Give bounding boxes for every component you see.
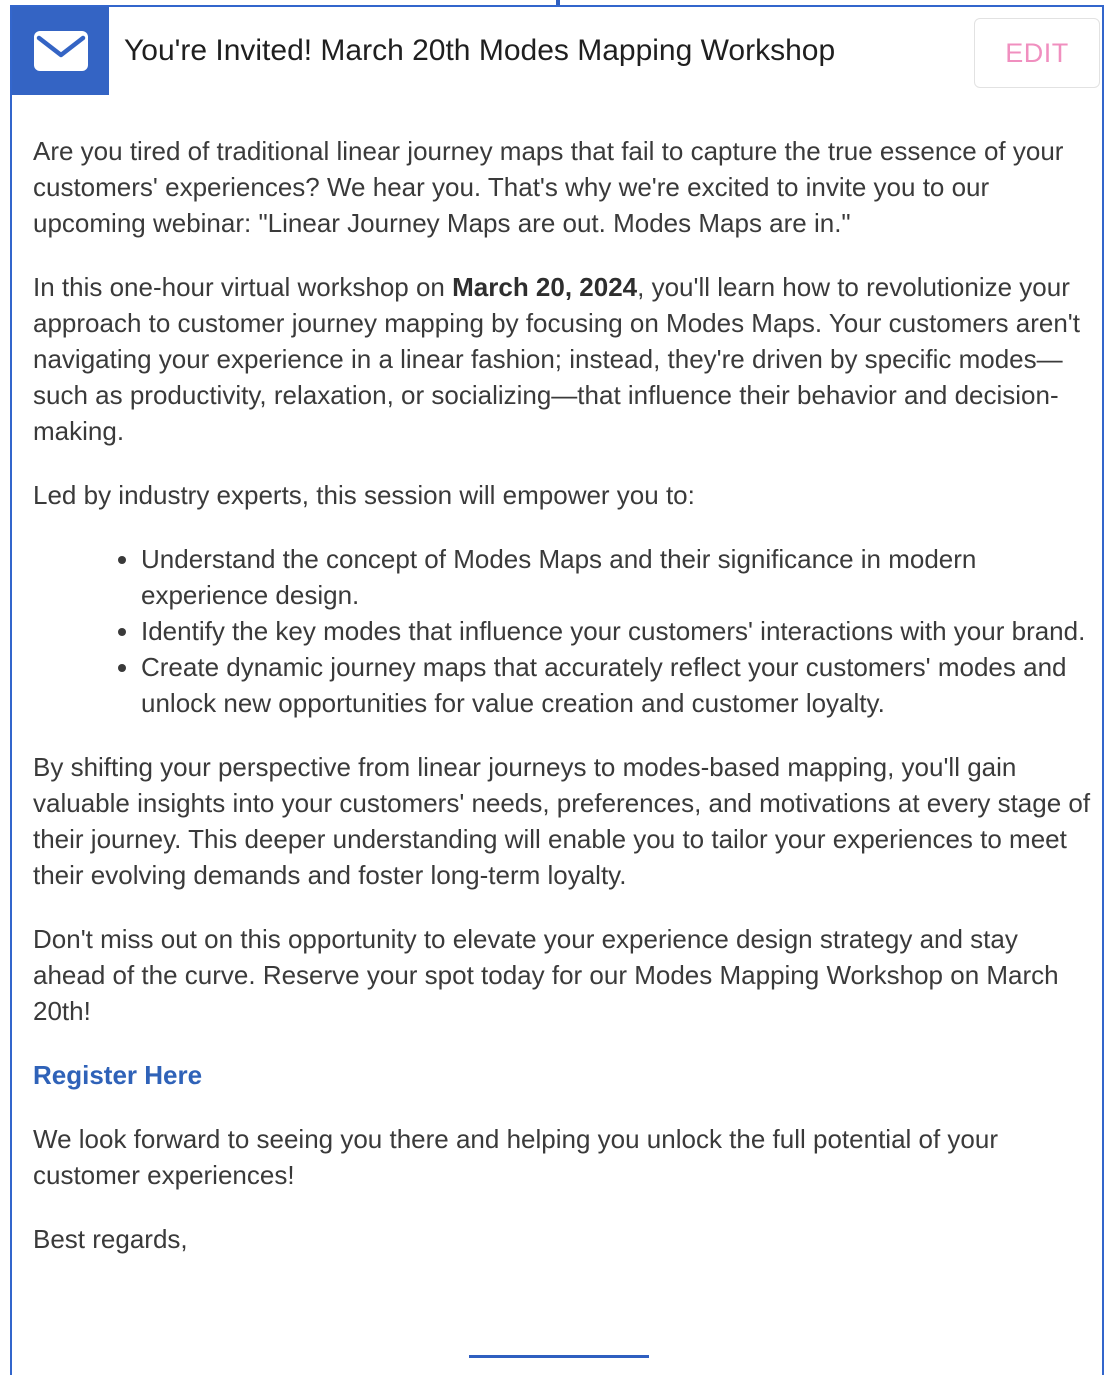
register-paragraph [33,1057,1091,1093]
list-item: • Identify the key modes that influence your customers' interactions with your brand. [141,613,1091,649]
envelope-icon [33,30,89,72]
email-body [33,133,1091,1285]
list-item: • Create dynamic journey maps that accurately reflect your customers' modes and unlock new opportunities for value creation and customer loyalty. [141,649,1091,721]
edit-button[interactable]: EDIT [974,18,1100,88]
list-item: • Understand the concept of Modes Maps and their significance in modern experience design. [141,541,1091,613]
dont-miss-paragraph: Don't miss out on this opportunity to elevate your experience design strategy and stay ahead of the curve. Reserve your spot today for our Modes Mapping Workshop on March 20th! [33,924,1059,1026]
benefits-list [33,541,1091,721]
register-link[interactable]: Register Here [33,1060,203,1090]
email-type-badge [12,7,109,95]
shifting-paragraph: By shifting your perspective from linear journeys to modes-based mapping, you'll gain valuable insights into your customers' needs, preferences, and motivations at every stage of their journey. This deeper understanding will enable you to tailor your experiences to meet their evolving demands and foster long-term loyalty. [33,752,1091,890]
closing-line: Best regards, [33,1224,188,1254]
workshop-text-prefix: In this one-hour virtual workshop on [33,272,453,302]
workshop-date: March 20, 2024 [452,272,638,302]
led-by-paragraph: Led by industry experts, this session will empower you to: [33,480,695,510]
look-forward-paragraph: We look forward to seeing you there and helping you unlock the full potential of your customer experiences! [33,1124,999,1190]
workshop-text-suffix: , you'll learn how to revolutionize your approach to customer journey mapping by focusing on Modes Maps. Your customers aren't navigating your experience in a linear fashion; instead, they're driven by specific modes—such as productivity, relaxation, or socializing—that influence their behavior and decision-making. [33,272,1080,446]
email-title: You're Invited! March 20th Modes Mapping Workshop [124,34,836,67]
intro-paragraph: Are you tired of traditional linear journey maps that fail to capture the true essence of your customers' experiences? We hear you. That's why we're excited to invite you to our upcoming webinar: "Linear Journey Maps are out. Modes Maps are in." [33,136,1064,238]
workshop-paragraph [33,269,1091,449]
email-card [10,5,1104,1375]
